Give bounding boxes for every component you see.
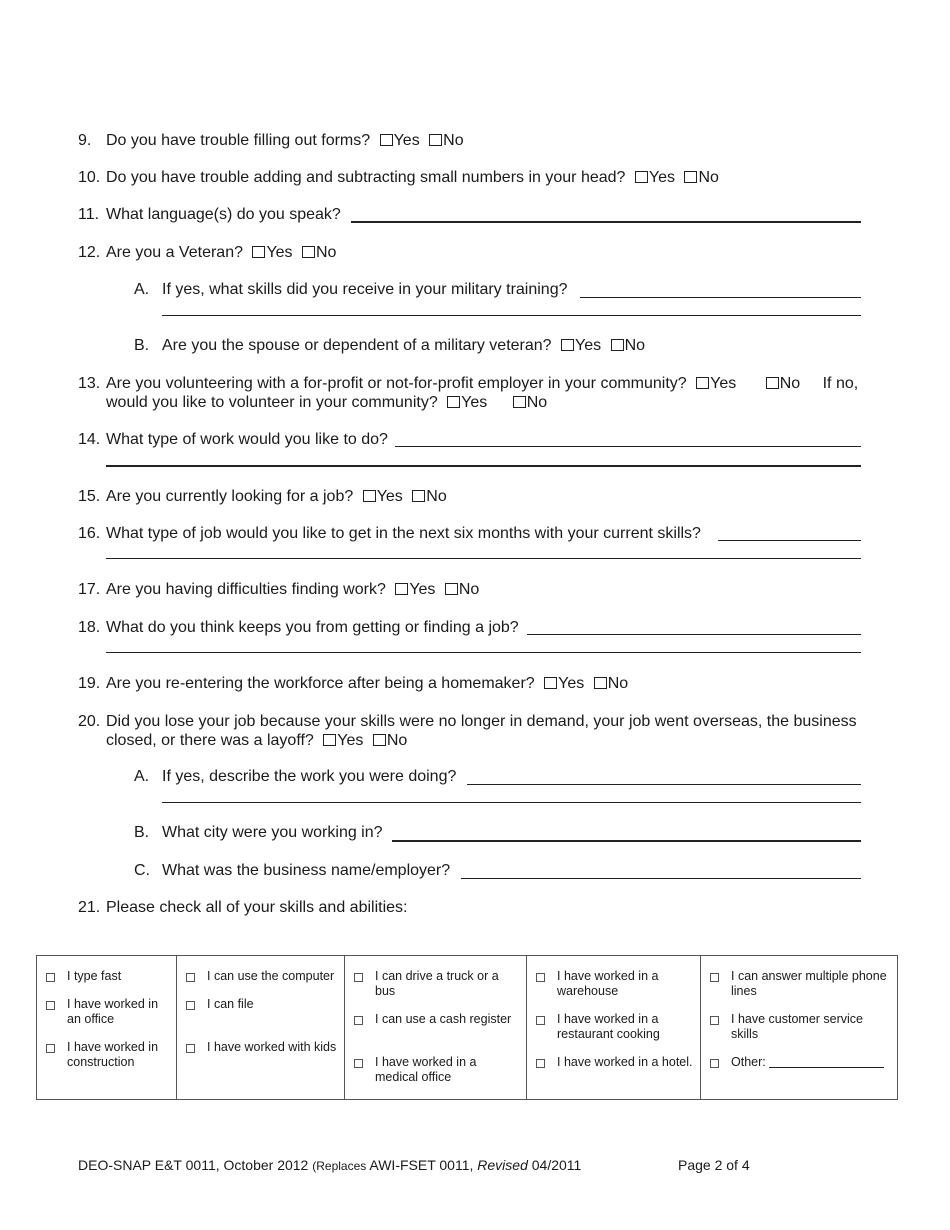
- yes-label: Yes: [409, 581, 436, 598]
- barriers-line-1[interactable]: [527, 634, 861, 635]
- sub-letter: A.: [134, 281, 150, 298]
- skill-item[interactable]: [186, 969, 338, 984]
- question-number: 15.: [78, 488, 101, 505]
- question-text: Do you have trouble adding and subtracting small numbers in your head?: [106, 169, 626, 186]
- question-9: [78, 131, 464, 150]
- question-12: [78, 243, 336, 262]
- no-label: No: [779, 375, 801, 392]
- skill-item[interactable]: [710, 1055, 891, 1070]
- no-label: No: [316, 244, 337, 261]
- skills-column: [701, 956, 898, 1100]
- skill-checkbox[interactable]: [186, 1001, 195, 1010]
- skills-column: [177, 956, 345, 1100]
- skill-label: I have customer service skills: [731, 1012, 863, 1041]
- sub-letter: B.: [134, 824, 150, 841]
- skill-checkbox[interactable]: [186, 1044, 195, 1053]
- replaces-id: AWI-FSET 0011,: [369, 1157, 474, 1173]
- yes-label: Yes: [461, 394, 488, 411]
- skill-item[interactable]: [354, 1055, 520, 1085]
- skill-label: I can use the computer: [207, 969, 335, 983]
- skill-checkbox[interactable]: [354, 973, 363, 982]
- question-20c: [134, 861, 450, 880]
- work-description-line-2[interactable]: [162, 802, 861, 803]
- no-label: No: [426, 488, 447, 505]
- question-text: What type of job would you like to get in the next six months with your current skills?: [106, 525, 701, 542]
- work-type-line-2[interactable]: [106, 465, 861, 467]
- no-label: No: [443, 132, 464, 149]
- question-10: [78, 168, 719, 187]
- skill-item[interactable]: [536, 1012, 694, 1042]
- skill-checkbox[interactable]: [46, 1044, 55, 1053]
- yes-checkbox[interactable]: [363, 490, 376, 502]
- no-checkbox[interactable]: [594, 677, 607, 689]
- question-number: 18.: [78, 619, 101, 636]
- barriers-line-2[interactable]: [106, 652, 861, 653]
- question-text: Are you currently looking for a job?: [106, 488, 354, 505]
- question-20b: [134, 823, 383, 842]
- skills-column: [37, 956, 177, 1100]
- military-skills-line-1[interactable]: [580, 297, 861, 298]
- question-number: 14.: [78, 431, 101, 448]
- question-number: 21.: [78, 899, 101, 916]
- yes-label: Yes: [575, 337, 602, 354]
- skills-column: [345, 956, 527, 1100]
- yes-label: Yes: [558, 675, 585, 692]
- question-text: Please check all of your skills and abilities:: [106, 899, 408, 916]
- yes-label: Yes: [376, 488, 403, 505]
- skill-item[interactable]: [710, 969, 891, 999]
- yes-checkbox[interactable]: [447, 396, 460, 408]
- skill-checkbox[interactable]: [46, 973, 55, 982]
- no-label: No: [607, 675, 629, 692]
- city-line[interactable]: [392, 840, 861, 842]
- skill-label: I have worked in a warehouse: [557, 969, 659, 998]
- question-13-line-2: [106, 393, 547, 412]
- other-skill-line[interactable]: [769, 1055, 884, 1068]
- question-text: What city were you working in?: [162, 824, 383, 841]
- question-number: 20.: [78, 713, 101, 730]
- no-checkbox[interactable]: [684, 171, 697, 183]
- question-number: 12.: [78, 244, 101, 261]
- yes-label: Yes: [648, 169, 675, 186]
- question-number: 17.: [78, 581, 101, 598]
- skill-item[interactable]: [186, 997, 338, 1012]
- no-checkbox[interactable]: [611, 339, 624, 351]
- sub-letter: B.: [134, 337, 150, 354]
- yes-label: Yes: [266, 244, 293, 261]
- sub-letter: A.: [134, 768, 150, 785]
- skill-item[interactable]: [536, 1055, 694, 1070]
- skill-checkbox[interactable]: [710, 1016, 719, 1025]
- no-checkbox[interactable]: [445, 583, 458, 595]
- skill-label: I have worked in a restaurant cooking: [557, 1012, 660, 1041]
- question-20: [78, 712, 857, 731]
- question-13: [78, 374, 858, 393]
- yes-checkbox[interactable]: [323, 734, 336, 746]
- question-text: What type of work would you like to do?: [106, 431, 388, 448]
- skill-item[interactable]: [46, 969, 170, 984]
- no-checkbox[interactable]: [429, 134, 442, 146]
- skill-checkbox[interactable]: [710, 973, 719, 982]
- no-label: No: [624, 337, 646, 354]
- no-label: No: [698, 169, 719, 186]
- skill-checkbox[interactable]: [536, 973, 545, 982]
- skill-item[interactable]: [46, 997, 170, 1027]
- question-16: [78, 524, 701, 543]
- question-20a: [134, 767, 456, 786]
- question-text: Are you a Veteran?: [106, 244, 243, 261]
- work-type-line-1[interactable]: [395, 446, 861, 447]
- work-description-line-1[interactable]: [467, 784, 861, 785]
- yes-checkbox[interactable]: [635, 171, 648, 183]
- form-id: DEO-SNAP E&T 0011, October 2012: [78, 1157, 309, 1173]
- skill-checkbox[interactable]: [186, 973, 195, 982]
- if-no-text: If no,: [822, 375, 859, 392]
- yes-checkbox[interactable]: [395, 583, 408, 595]
- question-text: Do you have trouble filling out forms?: [106, 132, 371, 149]
- no-label: No: [526, 394, 548, 411]
- skills-table: [36, 955, 898, 1100]
- sub-letter: C.: [134, 862, 150, 879]
- question-text: Are you re-entering the workforce after being a homemaker?: [106, 675, 535, 692]
- no-checkbox[interactable]: [302, 246, 315, 258]
- yes-checkbox[interactable]: [380, 134, 393, 146]
- page-number: Page 2 of 4: [678, 1157, 750, 1173]
- revised-date: 04/2011: [531, 1157, 582, 1173]
- no-label: No: [458, 581, 480, 598]
- skill-item[interactable]: [710, 1012, 891, 1042]
- question-text: Are you having difficulties finding work?: [106, 581, 386, 598]
- question-text: Did you lose your job because your skills were no longer in demand, your job went overseas, the business: [106, 713, 857, 730]
- skill-label: I can file: [207, 997, 254, 1011]
- question-number: 11.: [78, 206, 100, 223]
- skill-item[interactable]: [536, 969, 694, 999]
- skill-item[interactable]: [186, 1040, 338, 1055]
- skill-checkbox[interactable]: [354, 1059, 363, 1068]
- job-six-months-line-2[interactable]: [106, 558, 861, 559]
- question-12a: [134, 280, 568, 299]
- question-number: 10.: [78, 169, 101, 186]
- yes-checkbox[interactable]: [696, 377, 709, 389]
- skill-label: I can answer multiple phone lines: [731, 969, 887, 998]
- question-text: What do you think keeps you from getting or finding a job?: [106, 619, 519, 636]
- yes-checkbox[interactable]: [252, 246, 265, 258]
- yes-checkbox[interactable]: [544, 677, 557, 689]
- employer-line[interactable]: [461, 878, 861, 879]
- question-text: Are you volunteering with a for-profit or not-for-profit employer in your community?: [106, 375, 687, 392]
- skill-label: I can drive a truck or a bus: [375, 969, 499, 998]
- question-19: [78, 674, 628, 693]
- skill-checkbox[interactable]: [536, 1016, 545, 1025]
- question-17: [78, 580, 479, 599]
- skill-label: I have worked in a medical office: [375, 1055, 477, 1084]
- skill-item[interactable]: [46, 1040, 170, 1070]
- skill-checkbox[interactable]: [46, 1001, 55, 1010]
- question-11: [78, 205, 341, 224]
- revised-label: Revised: [477, 1157, 528, 1173]
- question-number: 16.: [78, 525, 101, 542]
- no-checkbox[interactable]: [412, 490, 425, 502]
- question-number: 19.: [78, 675, 101, 692]
- skill-checkbox[interactable]: [536, 1059, 545, 1068]
- no-checkbox[interactable]: [373, 734, 386, 746]
- no-label: No: [386, 732, 408, 749]
- job-six-months-line-1[interactable]: [718, 540, 861, 541]
- yes-label: Yes: [337, 732, 364, 749]
- yes-label: Yes: [710, 375, 737, 392]
- skill-label: Other:: [731, 1055, 766, 1069]
- question-14: [78, 430, 388, 449]
- skill-label: I have worked in construction: [67, 1040, 159, 1069]
- language-answer-line[interactable]: [351, 221, 861, 223]
- question-20-line-2: [106, 731, 407, 750]
- yes-checkbox[interactable]: [561, 339, 574, 351]
- question-text: Are you the spouse or dependent of a military veteran?: [162, 337, 552, 354]
- no-checkbox[interactable]: [766, 377, 779, 389]
- question-18: [78, 618, 519, 637]
- skills-column: [527, 956, 701, 1100]
- question-text: What was the business name/employer?: [162, 862, 451, 879]
- form-footer: [78, 1157, 581, 1173]
- question-text: If yes, describe the work you were doing?: [162, 768, 457, 785]
- question-21: [78, 898, 407, 917]
- question-number: 13.: [78, 375, 101, 392]
- skill-label: I type fast: [67, 969, 122, 983]
- skill-label: I can use a cash register: [375, 1012, 512, 1026]
- question-text: closed, or there was a layoff?: [106, 732, 314, 749]
- yes-label: Yes: [393, 132, 420, 149]
- replaces-text: (Replaces: [312, 1159, 367, 1173]
- skill-item[interactable]: [354, 969, 520, 999]
- skill-label: I have worked in a hotel.: [557, 1055, 693, 1069]
- skill-item[interactable]: [354, 1012, 520, 1027]
- question-number: 9.: [78, 132, 92, 149]
- skill-label: I have worked in an office: [67, 997, 159, 1026]
- question-text: What language(s) do you speak?: [106, 206, 341, 223]
- question-text: would you like to volunteer in your community?: [106, 394, 438, 411]
- skill-checkbox[interactable]: [710, 1059, 719, 1068]
- question-15: [78, 487, 447, 506]
- question-12b: [134, 336, 645, 355]
- skill-checkbox[interactable]: [354, 1016, 363, 1025]
- no-checkbox[interactable]: [513, 396, 526, 408]
- skill-label: I have worked with kids: [207, 1040, 337, 1054]
- question-text: If yes, what skills did you receive in your military training?: [162, 281, 568, 298]
- military-skills-line-2[interactable]: [162, 315, 861, 316]
